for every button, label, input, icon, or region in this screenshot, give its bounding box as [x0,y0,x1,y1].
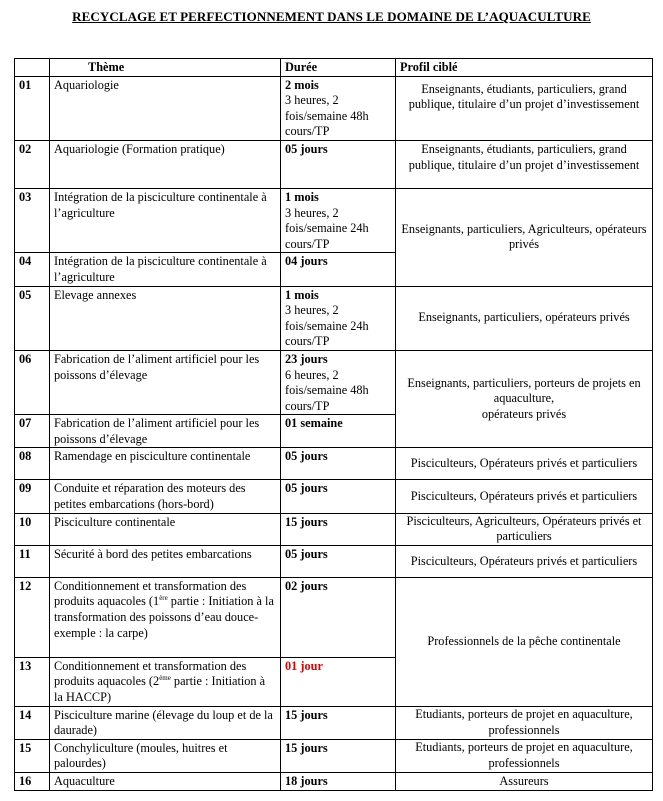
row-duree [281,706,396,739]
table-row [15,350,653,414]
row-theme: Conchyliculture (moules, huitres et palourdes) [50,739,281,772]
table-row [15,76,653,140]
row-duree [281,513,396,545]
row-theme: Aquariologie [50,76,281,140]
row-number: 14 [15,706,50,739]
row-theme: Ramendage en pisciculture continentale [50,448,281,480]
row-theme: Conduite et réparation des moteurs des petites embarcations (hors-bord) [50,480,281,513]
row-duree [281,415,396,448]
theme-text: Conditionnement et transformation des produits aquacoles (2 [54,658,247,689]
row-profil: Assureurs [396,773,653,791]
duree-value: 18 jours [285,774,328,788]
row-duree [281,448,396,480]
table-row [15,545,653,577]
row-number: 05 [15,286,50,350]
row-theme: Pisciculture marine (élevage du loup et de la daurade) [50,706,281,739]
table-row [15,188,653,252]
row-theme: Aquariologie (Formation pratique) [50,140,281,188]
row-profil: Etudiants, porteurs de projet en aquaculture, professionnels [396,706,653,739]
row-number: 10 [15,513,50,545]
row-theme: Elevage annexes [50,286,281,350]
row-duree [281,480,396,513]
header-num [15,59,50,77]
duree-detail: 6 heures, 2 fois/semaine 48h cours/TP [285,367,369,413]
row-number: 12 [15,577,50,657]
row-profil: Pisciculteurs, Opérateurs privés et particuliers [396,480,653,513]
training-table [14,58,653,791]
duree-value: 1 mois [285,189,319,204]
row-theme: Intégration de la pisciculture continentale à l’agriculture [50,253,281,286]
row-number: 07 [15,415,50,448]
table-row [15,577,653,657]
header-duree: Durée [281,59,396,77]
theme-text: partie : Initiation à la transformation des poissons d’eau douce- exemple : la carpe) [54,594,274,640]
row-number: 15 [15,739,50,772]
row-duree [281,773,396,791]
row-number: 09 [15,480,50,513]
duree-value: 05 jours [285,481,328,496]
duree-detail: 3 heures, 2 fois/semaine 48h cours/TP [285,93,369,139]
table-row [15,140,653,188]
row-duree [281,140,396,188]
row-duree [281,739,396,772]
row-theme: Fabrication de l’aliment artificiel pour les poissons d’élevage [50,350,281,414]
duree-detail: 3 heures, 2 fois/semaine 24h cours/TP [285,205,369,251]
row-number: 01 [15,76,50,140]
row-duree [281,545,396,577]
row-theme: Pisciculture continentale [50,513,281,545]
row-profil: Enseignants, particuliers, opérateurs privés [396,286,653,350]
row-duree [281,253,396,286]
page-title: RECYCLAGE ET PERFECTIONNEMENT DANS LE DOMAINE DE L’AQUACULTURE [72,9,591,24]
table-row [15,773,653,791]
row-profil: Professionnels de la pêche continentale [396,577,653,706]
theme-text: Conditionnement et transformation des produits aquacoles (1 [54,578,247,609]
row-number: 03 [15,188,50,252]
row-theme [50,577,281,657]
duree-value: 23 jours [285,351,328,366]
row-profil [396,350,653,448]
row-theme: Aquaculture [50,773,281,791]
duree-value: 15 jours [285,740,328,755]
row-profil: Enseignants, étudiants, particuliers, grand publique, titulaire d’un projet d’investissement [396,76,653,140]
row-number: 02 [15,140,50,188]
row-number: 08 [15,448,50,480]
row-profil: Enseignants, étudiants, particuliers, grand publique, titulaire d’un projet d’investissement [396,140,653,188]
table-row [15,480,653,513]
row-theme: Fabrication de l’aliment artificiel pour les poissons d’élevage [50,415,281,448]
row-theme: Intégration de la pisciculture continentale à l’agriculture [50,188,281,252]
table-row [15,706,653,739]
duree-value: 15 jours [285,707,328,722]
row-theme: Sécurité à bord des petites embarcations [50,545,281,577]
duree-value: 05 jours [285,449,328,464]
row-number: 11 [15,545,50,577]
row-duree [281,577,396,657]
row-profil: Enseignants, particuliers, Agriculteurs, opérateurs privés [396,188,653,286]
theme-sup: ème [159,674,171,683]
header-row [15,59,653,77]
duree-value: 15 jours [285,514,328,529]
table-row [15,448,653,480]
duree-value: 2 mois [285,77,319,92]
header-profil: Profil ciblé [396,59,653,77]
row-number: 06 [15,350,50,414]
row-number: 16 [15,773,50,791]
row-number: 13 [15,657,50,706]
duree-value: 01 jour [285,658,323,673]
row-duree [281,657,396,706]
duree-value: 01 semaine [285,416,343,431]
row-duree [281,350,396,414]
row-theme [50,657,281,706]
row-profil: Pisciculteurs, Opérateurs privés et particuliers [396,448,653,480]
row-profil: Pisciculteurs, Opérateurs privés et particuliers [396,545,653,577]
row-duree [281,76,396,140]
row-duree [281,188,396,252]
profil-line: opérateurs privés [481,406,567,421]
duree-value: 02 jours [285,578,328,593]
duree-detail: 3 heures, 2 fois/semaine 24h cours/TP [285,303,369,349]
table-row [15,513,653,545]
theme-text: partie : Initiation à la HACCP) [54,674,266,705]
row-profil: Etudiants, porteurs de projet en aquaculture, professionnels [396,739,653,772]
header-theme: Thème [50,59,281,77]
row-profil: Pisciculteurs, Agriculteurs, Opérateurs privés et particuliers [396,513,653,545]
table-row [15,739,653,772]
duree-value: 05 jours [285,141,328,156]
theme-sup: ère [159,594,168,603]
profil-line: Enseignants, particuliers, porteurs de projets en aquaculture, [407,375,641,406]
row-duree [281,286,396,350]
duree-value: 1 mois [285,287,319,302]
duree-value: 04 jours [285,254,328,269]
row-number: 04 [15,253,50,286]
duree-value: 05 jours [285,546,328,561]
table-row [15,286,653,350]
